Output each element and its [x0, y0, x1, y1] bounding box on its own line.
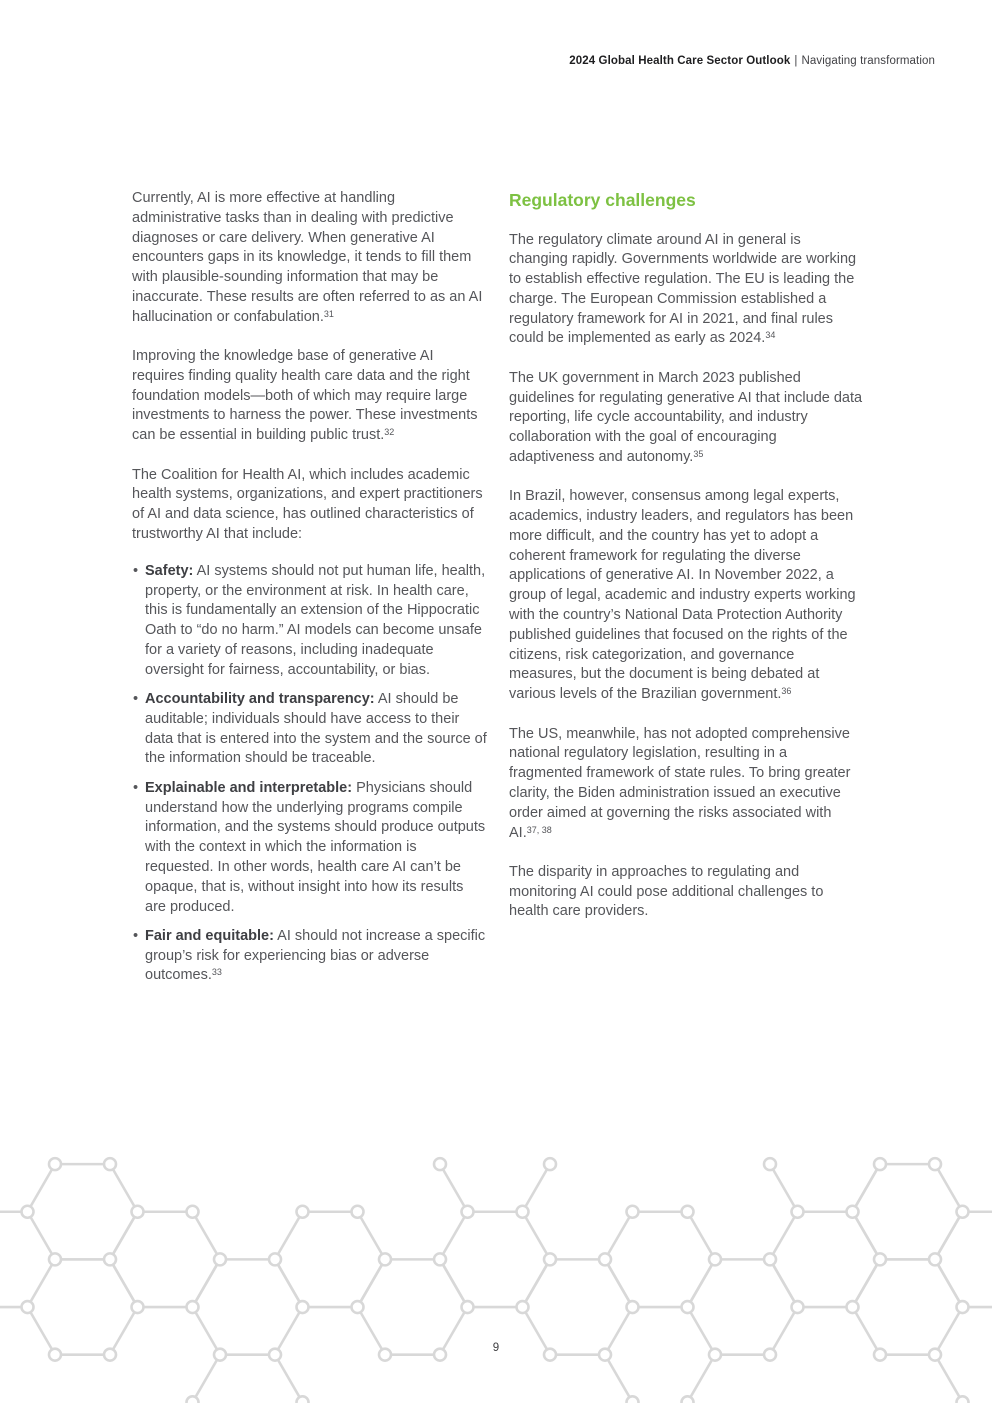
paragraph-us: The US, meanwhile, has not adopted comprehensive national regulatory legislation, resulting in a fragmented framework of state rules. To bring greater clarity, the Biden administration issued an executive order aimed at governing the risks associated with AI.$^{37, 38}$ — [509, 725, 851, 841]
hexagon-pattern-decoration — [0, 1155, 992, 1403]
list-item-safety: • Safety: AI systems should not put human life, health, property, or the environment at risk. In health care, this is fundamentally an extension of the Hippocratic Oath to “do no harm.” AI models can become unsafe for a variety of reasons, including inadequate oversight for fairness, accountability, or bias. — [145, 562, 488, 681]
paragraph-ai-effectiveness: Currently, AI is more effective at handling administrative tasks than in dealing with predictive diagnoses or care delivery. When generative AI encounters gaps in its knowledge, it tends to fill them with plausible-sounding information that may be inaccurate. These results are often referred to as an AI hallucination or confabulation.$^{31}$ — [132, 190, 483, 325]
list-item-accountability: • Accountability and transparency: AI should be auditable; individuals should have access to their data that is entered into the system and the source of the information should be traceable. — [145, 690, 488, 769]
trustworthy-ai-list — [132, 562, 488, 986]
left-column — [132, 189, 488, 986]
paragraph-disparity: The disparity in approaches to regulating and monitoring AI could pose additional challenges to health care providers. — [509, 863, 824, 920]
header-separator: | — [794, 55, 798, 67]
page-number: 9 — [492, 1342, 500, 1354]
section-heading: Regulatory challenges — [509, 190, 696, 210]
paragraph-brazil: In Brazil, however, consensus among legal experts, academics, industry leaders, and regulators has been more difficult, and the country has yet to adopt a coherent framework for regulating the diverse applications of generative AI. In November 2022, a group of legal, academic and industry experts working with the country’s National Data Protection Authority published guidelines that focused on the rights of the citizens, risk categorization, and governance measures, but the document is being debated at various levels of the Brazilian government.$^{36}$ — [509, 488, 856, 703]
paragraph-uk-government: The UK government in March 2023 published guidelines for regulating generative AI that include data reporting, life cycle accountability, and industry collaboration with the goal of encouraging adaptiveness and autonomy.$^{35}$ — [509, 369, 863, 465]
list-item-explainable: • Explainable and interpretable: Physicians should understand how the underlying programs compile information, and the systems should produce outputs with the context in which the information is requested. In other words, health care AI can’t be opaque, that is, without insight into how its results are produced. — [145, 779, 488, 918]
report-subtitle: Navigating transformation — [801, 55, 935, 67]
paragraph-regulatory-climate: The regulatory climate around AI in general is changing rapidly. Governments worldwide are working to establish effective regulation. The EU is leading the charge. The European Commission established a regulatory framework for AI in 2021, and final rules could be implemented as early as 2024.34 — [509, 231, 857, 347]
running-header — [0, 54, 935, 69]
right-column — [509, 189, 863, 922]
paragraph-coalition: The Coalition for Health AI, which includes academic health systems, organizations, and expert practitioners of AI and data science, has outlined characteristics of trustworthy AI that include: — [132, 466, 483, 542]
paragraph-knowledge-base: Improving the knowledge base of generative AI requires finding quality health care data and the right foundation models—both of which may require large investments to harness the power. These investments can be essential in building public trust.$^{32}$ — [132, 348, 478, 444]
list-item-fair: • Fair and equitable: AI should not increase a specific group’s risk for experiencing bias or adverse outcomes.$^{33}$ — [145, 927, 488, 986]
report-title: 2024 Global Health Care Sector Outlook — [569, 55, 791, 67]
